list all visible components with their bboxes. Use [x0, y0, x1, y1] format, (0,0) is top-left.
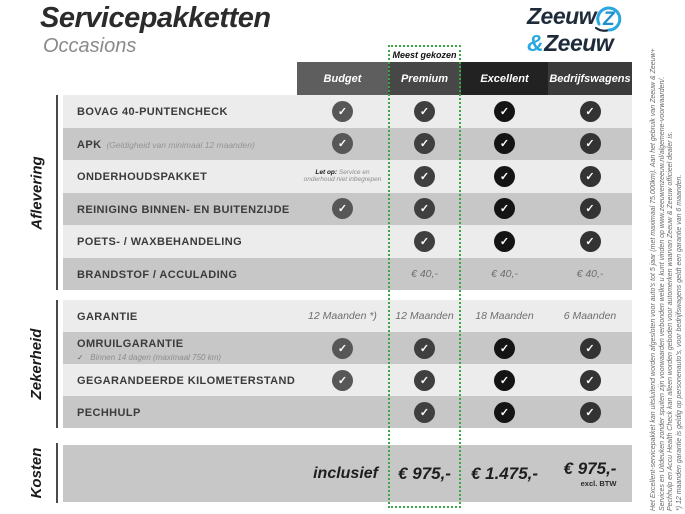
table-cell	[548, 300, 632, 332]
check-circle-icon: ✓	[414, 402, 435, 423]
row-label-text: OMRUILGARANTIE	[77, 338, 184, 350]
row-label	[63, 300, 297, 332]
row-label	[63, 225, 297, 258]
table-cell	[297, 364, 388, 396]
table-row	[63, 225, 632, 258]
kosten-divider-line	[56, 443, 58, 503]
check-circle-icon: ✓	[332, 198, 353, 219]
kosten-price-excellent-cell	[461, 464, 548, 484]
table-row	[63, 396, 632, 428]
column-header-bedrijfswagens: Bedrijfswagens	[548, 62, 632, 95]
row-label-text: BOVAG 40-PUNTENCHECK	[77, 106, 228, 119]
check-circle-icon: ✓	[414, 338, 435, 359]
check-circle-icon: ✓	[414, 166, 435, 187]
check-circle-icon: ✓	[414, 198, 435, 219]
note-cell: Let op: Service en onderhoud niet inbegrepen	[303, 168, 382, 184]
z-swoosh-icon	[595, 3, 627, 33]
row-label	[63, 364, 297, 396]
check-circle-icon: ✓	[332, 133, 353, 154]
table-cell	[388, 95, 461, 128]
table-row	[63, 364, 632, 396]
row-label	[63, 332, 297, 364]
check-circle-icon: ✓	[580, 338, 601, 359]
kosten-row	[63, 445, 632, 502]
cell-value: 12 Maanden *)	[308, 310, 377, 322]
table-cell	[388, 300, 461, 332]
check-circle-icon: ✓	[580, 231, 601, 252]
row-label	[63, 193, 297, 226]
check-circle-icon: ✓	[414, 133, 435, 154]
small-check-icon: ✓	[77, 353, 84, 362]
logo-line-2	[527, 30, 627, 56]
row-label-text: APK	[77, 138, 102, 151]
table-cell	[297, 95, 388, 128]
row-sublabel: ✓ Binnen 14 dagen (maximaal 750 km)	[77, 353, 222, 362]
table-cell	[461, 160, 548, 193]
table-cell	[297, 396, 388, 428]
table-cell	[388, 332, 461, 364]
table-row	[63, 128, 632, 161]
row-label	[63, 95, 297, 128]
check-circle-icon: ✓	[580, 166, 601, 187]
table-cell	[461, 225, 548, 258]
row-label	[63, 160, 297, 193]
check-circle-icon: ✓	[494, 198, 515, 219]
table-cell	[388, 258, 461, 291]
table-cell	[548, 396, 632, 428]
row-label-text: BRANDSTOF / ACCULADING	[77, 268, 238, 281]
table-row	[63, 258, 632, 291]
table-cell	[297, 128, 388, 161]
kosten-price-premium-cell	[388, 464, 461, 484]
table-cell	[388, 160, 461, 193]
check-circle-icon: ✓	[332, 338, 353, 359]
check-circle-icon: ✓	[580, 370, 601, 391]
check-circle-icon: ✓	[414, 101, 435, 122]
table-cell	[548, 332, 632, 364]
check-circle-icon: ✓	[580, 402, 601, 423]
row-sublabel: (Geldigheid van minimaal 12 maanden)	[106, 139, 255, 150]
cell-value: € 40,-	[576, 267, 604, 280]
kosten-price-bedrijfswagens: € 975,-	[563, 459, 617, 478]
row-label	[63, 258, 297, 291]
header-spacer	[63, 62, 297, 95]
check-circle-icon: ✓	[580, 198, 601, 219]
check-circle-icon: ✓	[580, 101, 601, 122]
section-label-aflevering: Aflevering	[28, 155, 45, 230]
table-cell	[388, 225, 461, 258]
table-cell	[388, 128, 461, 161]
table-cell	[461, 396, 548, 428]
table-row	[63, 300, 632, 332]
column-header-budget: Budget	[297, 62, 388, 95]
table-cell	[548, 258, 632, 291]
table-cell	[388, 396, 461, 428]
zekerheid-divider-line	[56, 300, 58, 428]
row-label	[63, 396, 297, 428]
table-cell	[461, 300, 548, 332]
kosten-price-bedrijfswagens-wrap	[564, 459, 617, 488]
check-circle-icon: ✓	[414, 231, 435, 252]
table-cell	[297, 300, 388, 332]
check-circle-icon: ✓	[494, 101, 515, 122]
row-label-text: POETS- / WAXBEHANDELING	[77, 236, 243, 249]
service-packages-table	[63, 49, 632, 502]
column-header-premium: Premium	[388, 62, 461, 95]
table-cell	[297, 225, 388, 258]
check-circle-icon: ✓	[494, 166, 515, 187]
table-row	[63, 193, 632, 226]
kosten-btw-note: excl. BTW	[580, 479, 617, 488]
table-cell	[461, 193, 548, 226]
table-cell	[297, 258, 388, 291]
logo-word-1: Zeeuw	[527, 3, 597, 29]
section-zekerheid-rows	[63, 300, 632, 428]
table-row	[63, 160, 632, 193]
row-label-text: PECHHULP	[77, 407, 141, 419]
aflevering-divider-line	[56, 95, 58, 290]
table-cell	[461, 95, 548, 128]
fineprint-line-4: *) 12 maanden garantie is geldig op personenauto's, voor bedrijfswagens geldt een garantie van 6 maanden.	[675, 174, 683, 511]
cell-value: 12 Maanden	[395, 310, 454, 322]
check-circle-icon: ✓	[332, 370, 353, 391]
check-circle-icon: ✓	[414, 370, 435, 391]
column-header-excellent: Excellent	[461, 62, 548, 95]
row-label-text: REINIGING BINNEN- EN BUITENZIJDE	[77, 203, 290, 216]
table-cell	[388, 364, 461, 396]
cell-value: 18 Maanden	[475, 310, 534, 322]
check-circle-icon: ✓	[494, 231, 515, 252]
table-cell	[461, 332, 548, 364]
fineprint-line-3: Pechhulp en Accu Health Check kan alleen worden geboden voor automerken waarvan Zeeuw & Zeeuw officieel dealer is.	[667, 131, 674, 511]
fineprint-line-1: Het Excellent-servicepakket kan uitsluitend worden afgesloten voor auto's tot 5 jaar (met maximaal 75.000km). Aan het gebruik van Zeeuw & Zeeuw+	[650, 48, 657, 511]
section-label-zekerheid: Zekerheid	[28, 328, 45, 400]
table-cell	[297, 193, 388, 226]
table-cell	[297, 332, 388, 364]
check-circle-icon: ✓	[494, 133, 515, 154]
table-row	[63, 95, 632, 128]
fineprint-line-2: Services en Uitdeuken zonder spuiten zijn voorwaarden verbonden welke u kunt vinden op www.zeeuwenzeeuw.nl/algemene-voorwaarden/.	[658, 76, 666, 511]
page-title: Servicepakketten	[40, 2, 271, 34]
table-cell	[461, 258, 548, 291]
kosten-inclusief: inclusief	[313, 464, 378, 482]
table-cell	[297, 160, 388, 193]
table-cell	[548, 95, 632, 128]
cell-value: € 40,-	[411, 267, 438, 280]
row-label-text: GARANTIE	[77, 311, 138, 323]
check-circle-icon: ✓	[494, 338, 515, 359]
check-circle-icon: ✓	[580, 133, 601, 154]
row-label-text: ONDERHOUDSPAKKET	[77, 171, 208, 184]
note-bold: Let op:	[315, 168, 339, 176]
table-cell	[548, 193, 632, 226]
column-headers	[63, 62, 632, 95]
check-circle-icon: ✓	[494, 370, 515, 391]
logo-line-1	[527, 3, 627, 33]
svg-text:Z: Z	[603, 9, 615, 30]
table-cell	[461, 128, 548, 161]
table-row	[63, 332, 632, 364]
zeeuw-zeeuw-logo	[527, 3, 627, 56]
row-label	[63, 128, 297, 161]
logo-ampersand: &	[527, 30, 544, 56]
page-subtitle: Occasions	[43, 35, 137, 57]
table-cell	[548, 160, 632, 193]
meest-gekozen-label: Meest gekozen	[390, 47, 459, 62]
logo-word-2: Zeeuw	[544, 30, 614, 56]
cell-value: € 40,-	[491, 267, 518, 280]
table-cell	[548, 225, 632, 258]
kosten-price-excellent: € 1.475,-	[470, 463, 539, 483]
table-cell	[548, 364, 632, 396]
section-aflevering-rows	[63, 95, 632, 290]
table-cell	[388, 193, 461, 226]
check-circle-icon: ✓	[332, 101, 353, 122]
kosten-price-premium: € 975,-	[398, 463, 451, 483]
disclaimer-fineprint	[650, 5, 684, 511]
section-label-kosten: Kosten	[28, 447, 45, 499]
table-cell	[548, 128, 632, 161]
row-label-text: GEGARANDEERDE KILOMETERSTAND	[77, 375, 296, 387]
cell-value: 6 Maanden	[563, 310, 617, 322]
kosten-price-bedrijfswagens-cell	[548, 459, 632, 488]
check-circle-icon: ✓	[494, 402, 515, 423]
table-cell	[461, 364, 548, 396]
